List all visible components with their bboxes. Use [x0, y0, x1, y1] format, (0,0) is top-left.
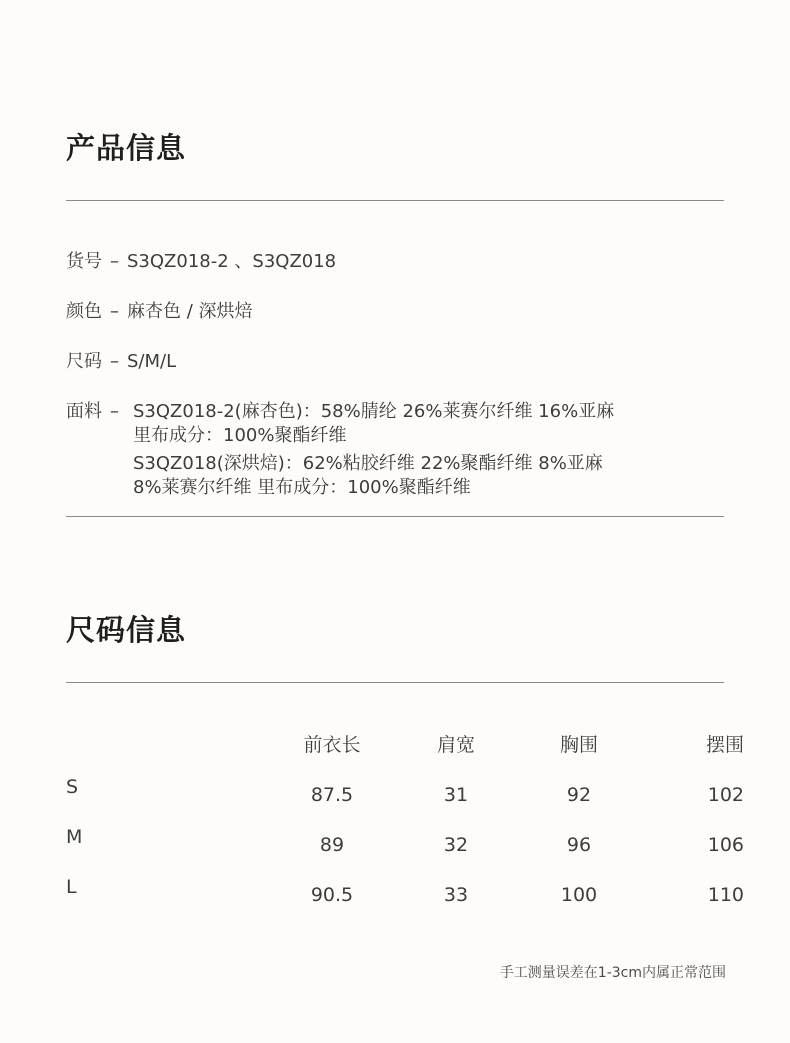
- product-info-title: 产品信息: [66, 131, 187, 165]
- color-row: [66, 300, 253, 323]
- size-name: S: [66, 776, 79, 798]
- measurement-footnote: 手工测量误差在1-3cm内属正常范围: [499, 965, 726, 981]
- size-row: [66, 350, 176, 373]
- size-label: 尺码: [66, 351, 102, 372]
- table-cell: 96: [566, 834, 592, 856]
- table-row: [66, 876, 744, 910]
- table-cell: 89: [319, 834, 345, 856]
- size-table-body: [66, 776, 744, 930]
- column-header-shoulder: 肩宽: [436, 734, 475, 756]
- article-number-label: 货号: [66, 251, 102, 272]
- divider: [66, 682, 724, 683]
- fabric-label: 面料: [66, 401, 102, 422]
- column-header-length: 前衣长: [303, 734, 361, 756]
- size-name: L: [66, 876, 77, 898]
- divider: [66, 516, 724, 517]
- table-cell: 110: [707, 884, 744, 906]
- size-name: M: [66, 826, 83, 848]
- table-cell: 33: [443, 884, 469, 906]
- table-cell: 32: [443, 834, 469, 856]
- table-cell: 106: [707, 834, 744, 856]
- color-value: 麻杏色 / 深烘焙: [127, 301, 253, 322]
- column-header-hem: 摆围: [705, 734, 744, 756]
- color-label: 颜色: [66, 301, 102, 322]
- table-row: [66, 826, 744, 860]
- size-value: S/M/L: [127, 351, 177, 372]
- separator: –: [110, 351, 119, 372]
- table-cell: 102: [707, 784, 744, 806]
- article-number-row: [66, 250, 336, 273]
- column-header-chest: 胸围: [559, 734, 598, 756]
- separator: –: [110, 251, 119, 272]
- separator: –: [110, 301, 119, 322]
- table-cell: 87.5: [310, 784, 354, 806]
- fabric-line: 8%莱赛尔纤维 里布成分：100%聚酯纤维: [133, 477, 471, 498]
- fabric-line: S3QZ018-2(麻杏色)：58%腈纶 26%莱赛尔纤维 16%亚麻: [133, 401, 615, 422]
- size-table-header: [66, 730, 744, 762]
- separator: –: [110, 401, 119, 422]
- fabric-label-group: [66, 400, 127, 424]
- divider: [66, 200, 724, 201]
- fabric-line: S3QZ018(深烘焙)：62%粘胶纤维 22%聚酯纤维 8%亚麻: [133, 453, 603, 474]
- table-row: [66, 776, 744, 810]
- size-table: [66, 730, 744, 906]
- fabric-line: 里布成分：100%聚酯纤维: [133, 425, 347, 446]
- fabric-lines: [133, 400, 693, 500]
- table-cell: 90.5: [310, 884, 354, 906]
- table-cell: 31: [443, 784, 469, 806]
- table-cell: 100: [560, 884, 598, 906]
- article-number-value: S3QZ018-2 、S3QZ018: [127, 251, 337, 272]
- table-cell: 92: [566, 784, 592, 806]
- size-info-title: 尺码信息: [66, 613, 187, 647]
